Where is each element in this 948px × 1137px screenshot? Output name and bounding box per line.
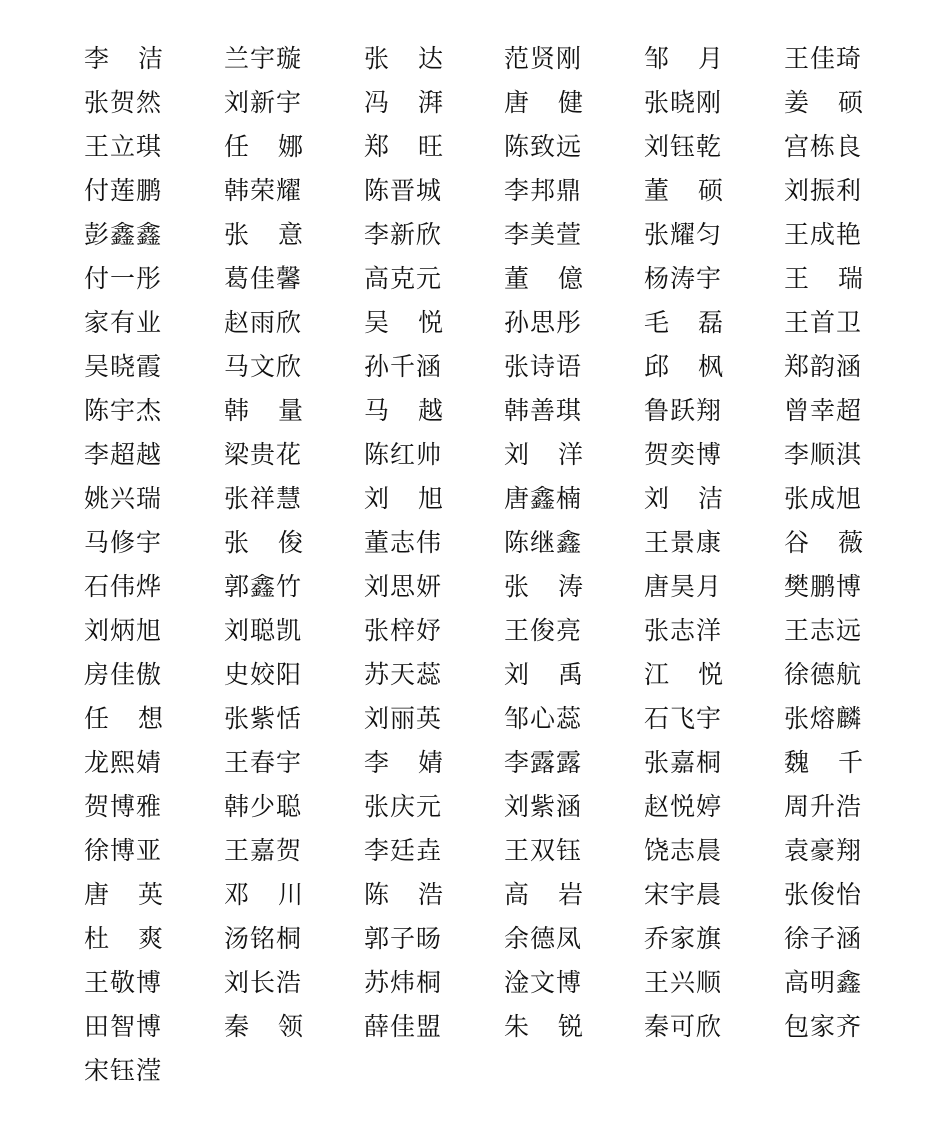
name-entry: 徐德航 (784, 660, 863, 689)
name-entry: 邹心蕊 (504, 704, 583, 733)
name-entry: 刘聪凯 (224, 616, 303, 645)
name-entry: 彭鑫鑫 (84, 220, 163, 249)
name-entry: 韩少聪 (224, 792, 303, 821)
name-entry: 余德凤 (504, 924, 583, 953)
name-entry: 张梓妤 (364, 616, 443, 645)
name-entry: 高 岩 (504, 880, 584, 909)
name-entry: 王俊亮 (504, 616, 583, 645)
name-entry: 刘 洁 (644, 484, 724, 513)
name-entry: 董志伟 (364, 528, 443, 557)
name-entry: 陈红帅 (364, 440, 443, 469)
name-entry: 李超越 (84, 440, 163, 469)
name-entry: 贺奕博 (644, 440, 723, 469)
name-entry: 曾幸超 (784, 396, 863, 425)
name-entry: 刘新宇 (224, 88, 303, 117)
name-entry: 王立琪 (84, 132, 163, 161)
name-entry: 徐博亚 (84, 836, 163, 865)
name-entry: 刘振利 (784, 176, 863, 205)
name-entry: 刘思妍 (364, 572, 443, 601)
name-entry: 宫栋良 (784, 132, 863, 161)
name-entry: 邹 月 (644, 44, 724, 73)
name-entry: 邱 枫 (644, 352, 724, 381)
name-entry: 张紫恬 (224, 704, 303, 733)
name-entry: 郭子旸 (364, 924, 443, 953)
name-entry: 郭鑫竹 (224, 572, 303, 601)
name-entry: 刘 旭 (364, 484, 444, 513)
name-entry: 刘钰乾 (644, 132, 723, 161)
name-entry: 孙思彤 (504, 308, 583, 337)
name-entry: 徐子涵 (784, 924, 863, 953)
name-entry: 梁贵花 (224, 440, 303, 469)
name-entry: 冯 湃 (364, 88, 444, 117)
name-entry: 房佳傲 (84, 660, 163, 689)
name-entry: 家有业 (84, 308, 163, 337)
name-entry: 邓 川 (224, 880, 304, 909)
name-entry: 陈宇杰 (84, 396, 163, 425)
name-entry: 王双钰 (504, 836, 583, 865)
name-entry: 马 越 (364, 396, 444, 425)
name-entry: 郑 旺 (364, 132, 444, 161)
name-entry: 王志远 (784, 616, 863, 645)
name-entry: 张嘉桐 (644, 748, 723, 777)
name-entry: 王景康 (644, 528, 723, 557)
name-entry: 刘长浩 (224, 968, 303, 997)
name-entry: 张祥慧 (224, 484, 303, 513)
name-entry: 周升浩 (784, 792, 863, 821)
name-entry: 魏 千 (784, 748, 864, 777)
name-entry: 秦可欣 (644, 1012, 723, 1041)
name-entry: 杜 爽 (84, 924, 164, 953)
name-entry: 杨涛宇 (644, 264, 723, 293)
name-entry: 高明鑫 (784, 968, 863, 997)
name-entry: 王成艳 (784, 220, 863, 249)
name-entry: 张俊怡 (784, 880, 863, 909)
name-entry: 淦文博 (504, 968, 583, 997)
name-entry: 任 想 (84, 704, 164, 733)
name-entry: 石飞宇 (644, 704, 723, 733)
name-entry: 王春宇 (224, 748, 303, 777)
name-entry: 唐 健 (504, 88, 584, 117)
name-entry: 韩 量 (224, 396, 304, 425)
name-entry: 包家齐 (784, 1012, 863, 1041)
name-entry: 史姣阳 (224, 660, 303, 689)
name-entry: 石伟烨 (84, 572, 163, 601)
name-entry: 韩善琪 (504, 396, 583, 425)
name-entry: 唐鑫楠 (504, 484, 583, 513)
name-entry: 张 俊 (224, 528, 304, 557)
name-entry: 高克元 (364, 264, 443, 293)
name-entry: 董 硕 (644, 176, 724, 205)
name-entry: 鲁跃翔 (644, 396, 723, 425)
name-entry: 韩荣耀 (224, 176, 303, 205)
name-entry: 张耀匀 (644, 220, 723, 249)
name-entry: 田智博 (84, 1012, 163, 1041)
name-entry: 吴晓霞 (84, 352, 163, 381)
name-entry: 陈晋城 (364, 176, 443, 205)
name-grid (84, 37, 884, 1093)
name-entry: 饶志晨 (644, 836, 723, 865)
name-entry: 苏天蕊 (364, 660, 443, 689)
name-entry: 张 达 (364, 44, 444, 73)
name-entry: 马修宇 (84, 528, 163, 557)
name-entry: 王兴顺 (644, 968, 723, 997)
name-entry: 张庆元 (364, 792, 443, 821)
name-entry: 范贤刚 (504, 44, 583, 73)
name-entry: 王嘉贺 (224, 836, 303, 865)
name-entry: 乔家旗 (644, 924, 723, 953)
name-entry: 张贺然 (84, 88, 163, 117)
name-entry: 江 悦 (644, 660, 724, 689)
name-entry: 董 億 (504, 264, 584, 293)
name-entry: 李邦鼎 (504, 176, 583, 205)
name-entry: 王敬博 (84, 968, 163, 997)
name-entry: 马文欣 (224, 352, 303, 381)
name-entry: 李美萱 (504, 220, 583, 249)
name-entry: 付莲鹏 (84, 176, 163, 205)
name-entry: 薛佳盟 (364, 1012, 443, 1041)
name-entry: 张 意 (224, 220, 304, 249)
name-entry: 陈 浩 (364, 880, 444, 909)
name-entry: 王 瑞 (784, 264, 864, 293)
name-entry: 吴 悦 (364, 308, 444, 337)
name-entry: 李 洁 (84, 44, 164, 73)
name-entry: 孙千涵 (364, 352, 443, 381)
name-entry: 袁豪翔 (784, 836, 863, 865)
name-entry: 赵雨欣 (224, 308, 303, 337)
name-entry: 李顺淇 (784, 440, 863, 469)
name-entry: 李廷垚 (364, 836, 443, 865)
name-entry: 毛 磊 (644, 308, 724, 337)
name-entry: 秦 领 (224, 1012, 304, 1041)
name-entry: 任 娜 (224, 132, 304, 161)
name-entry: 张熔麟 (784, 704, 863, 733)
name-entry: 李 婧 (364, 748, 444, 777)
name-entry: 朱 锐 (504, 1012, 584, 1041)
name-entry: 刘 禹 (504, 660, 584, 689)
name-entry: 刘炳旭 (84, 616, 163, 645)
name-entry: 张晓刚 (644, 88, 723, 117)
name-entry: 樊鹏博 (784, 572, 863, 601)
name-entry: 付一彤 (84, 264, 163, 293)
name-entry: 李新欣 (364, 220, 443, 249)
name-entry: 张成旭 (784, 484, 863, 513)
name-entry: 陈继鑫 (504, 528, 583, 557)
name-entry: 姚兴瑞 (84, 484, 163, 513)
name-entry: 谷 薇 (784, 528, 864, 557)
name-entry: 刘紫涵 (504, 792, 583, 821)
name-entry: 赵悦婷 (644, 792, 723, 821)
name-entry: 唐昊月 (644, 572, 723, 601)
name-entry: 王佳琦 (784, 44, 863, 73)
name-entry: 宋宇晨 (644, 880, 723, 909)
name-entry: 张志洋 (644, 616, 723, 645)
name-entry: 郑韵涵 (784, 352, 863, 381)
name-entry: 宋钰滢 (84, 1056, 163, 1085)
name-entry: 刘丽英 (364, 704, 443, 733)
name-entry: 姜 硕 (784, 88, 864, 117)
name-entry: 张诗语 (504, 352, 583, 381)
name-entry: 兰宇璇 (224, 44, 303, 73)
name-entry: 汤铭桐 (224, 924, 303, 953)
name-entry: 葛佳馨 (224, 264, 303, 293)
name-entry: 刘 洋 (504, 440, 584, 469)
name-entry: 唐 英 (84, 880, 164, 909)
name-entry: 李露露 (504, 748, 583, 777)
name-entry: 贺博雅 (84, 792, 163, 821)
name-entry: 陈致远 (504, 132, 583, 161)
name-entry: 龙熙婧 (84, 748, 163, 777)
name-entry: 王首卫 (784, 308, 863, 337)
name-entry: 张 涛 (504, 572, 584, 601)
name-entry: 苏炜桐 (364, 968, 443, 997)
